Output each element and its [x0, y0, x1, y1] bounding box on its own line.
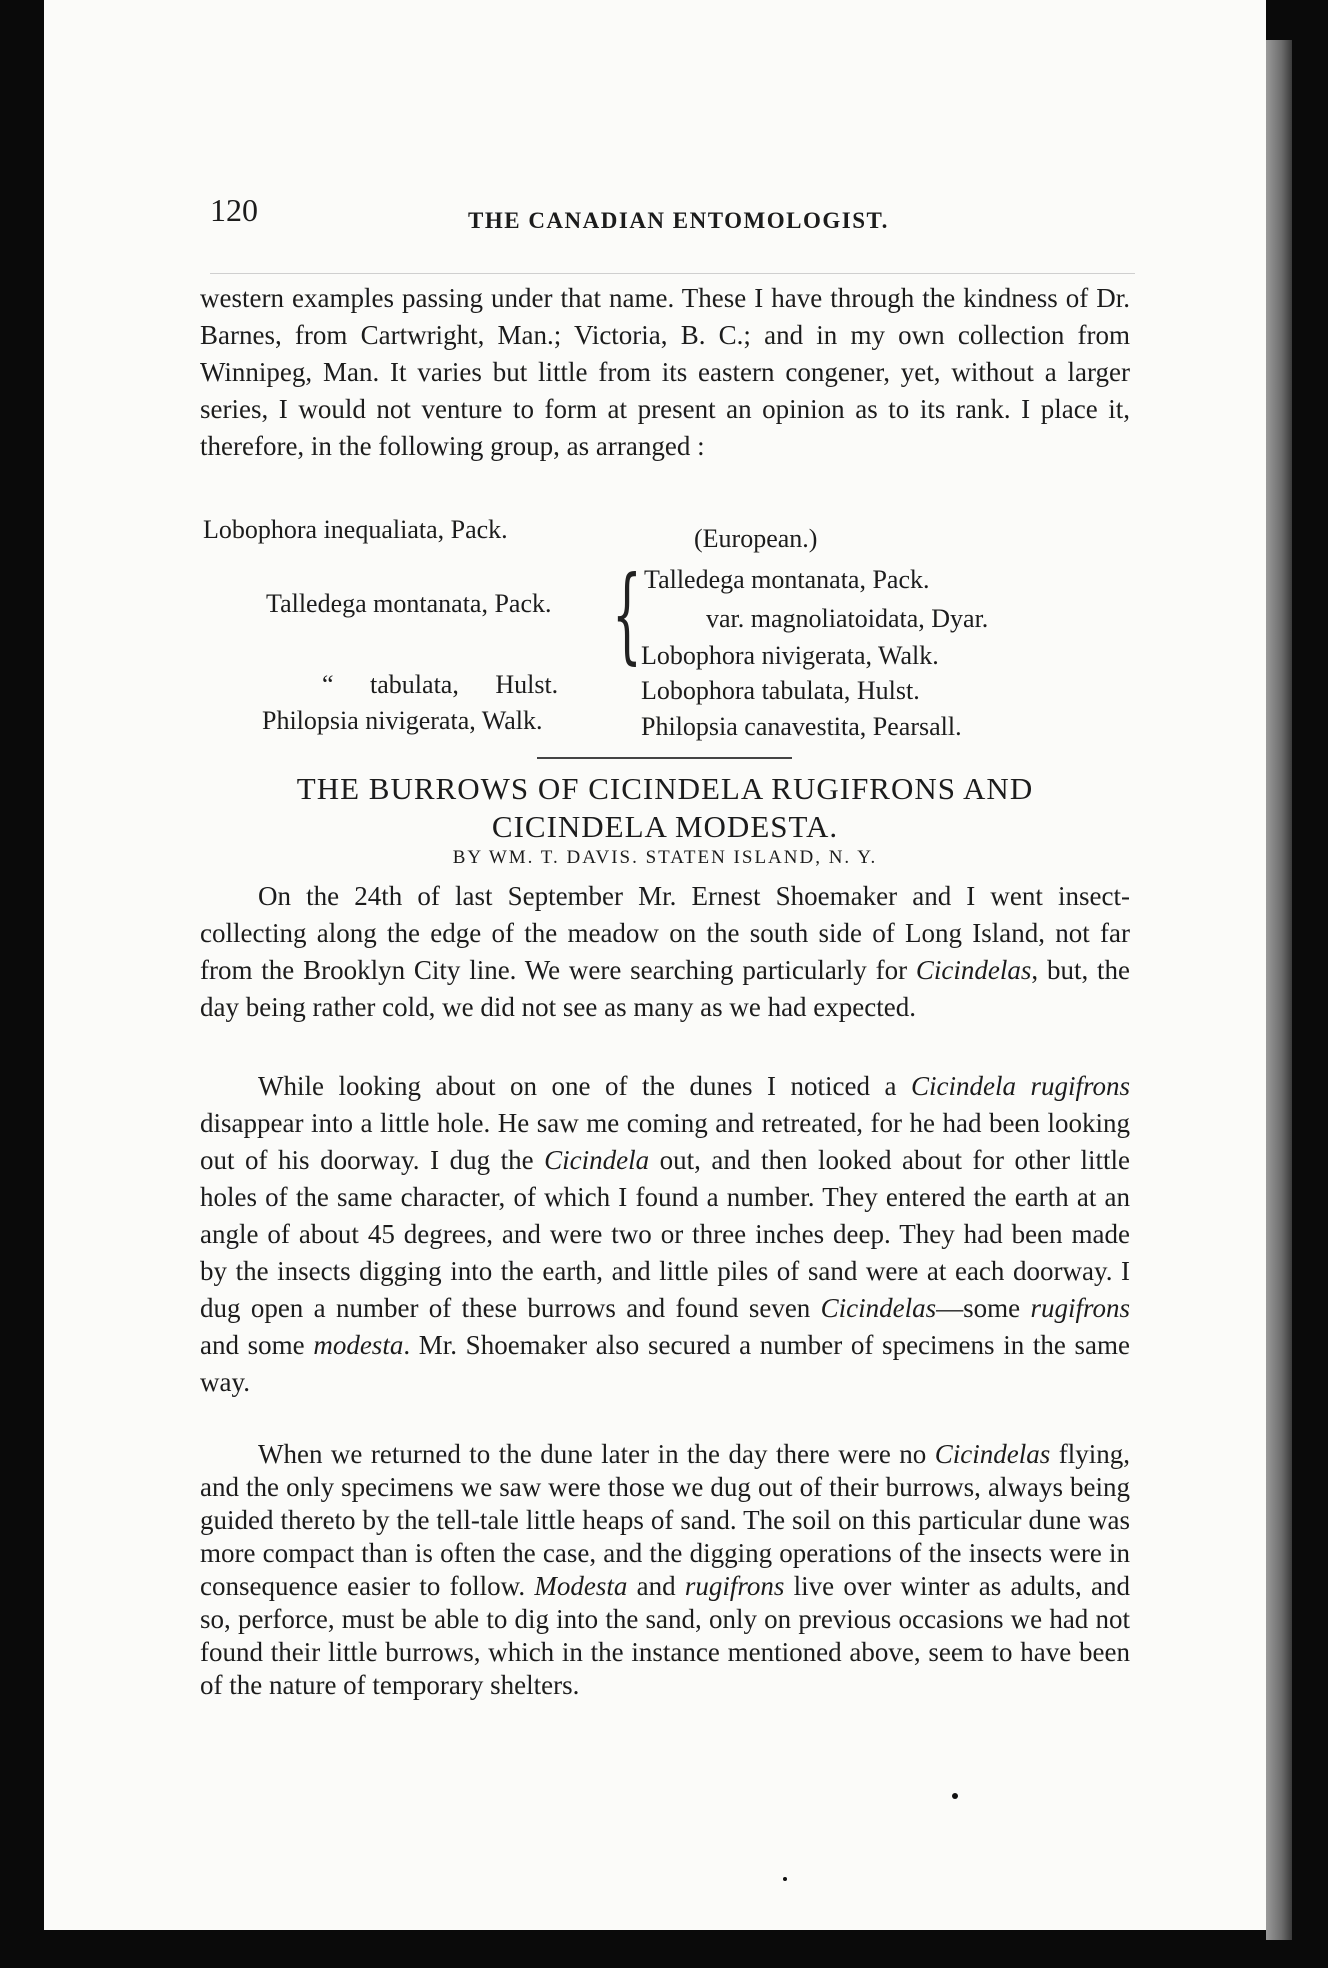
synonym-right-4: Lobophora nivigerata, Walk.	[641, 641, 939, 670]
synonym-right-6: Philopsia canavestita, Pearsall.	[641, 712, 962, 741]
italic-term: Cicindela rugifrons	[910, 1071, 1130, 1101]
article-title-line-1: THE BURROWS OF CICINDELA RUGIFRONS AND	[296, 771, 1034, 806]
text-run: On the 24th of last September Mr. Ernest Shoemaker and I went insect-collecting along the edge of the meadow on the south side of Long Island, not far from the Brooklyn City line. We were searching particularly for	[200, 881, 1130, 985]
article-byline: BY WM. T. DAVIS. STATEN ISLAND, N. Y.	[452, 847, 878, 868]
text-run: and	[627, 1571, 685, 1601]
synonym-left-4: Philopsia nivigerata, Walk.	[262, 706, 543, 735]
synonym-right-5: Lobophora tabulata, Hulst.	[641, 676, 920, 705]
synonym-right-3: var. magnoliatoidata, Dyar.	[706, 604, 989, 633]
text-run: flying, and the only specimens we saw were those we dug out of their burrows, always being guided thereto by the tell-tale little heaps of sand. The soil on this particular dune was more compact than is often the case, and the digging operations of the insects were in consequence easier to follow.	[200, 1439, 1130, 1601]
italic-term: Cicindela	[544, 1145, 650, 1175]
text-run: and some	[200, 1330, 314, 1360]
article-title-line-2: CICINDELA MODESTA.	[491, 809, 839, 844]
article-paragraph-2	[200, 1068, 1130, 1401]
ink-speck	[783, 1877, 787, 1881]
italic-term: rugifrons	[1030, 1293, 1130, 1323]
text-run: out, and then looked about for other little holes of the same character, of which I found a number. They entered the earth at an angle of about 45 degrees, and were two or three inches deep. They had been made by the insects digging into the earth, and little piles of sand were at each doorway. I dug open a number of these burrows and found seven	[200, 1145, 1130, 1323]
running-title: THE CANADIAN ENTOMOLOGIST.	[468, 208, 889, 233]
italic-term: Cicindelas	[934, 1439, 1051, 1469]
synonym-left-3: “ tabulata, Hulst.	[322, 670, 559, 699]
italic-term: rugifrons	[684, 1571, 785, 1601]
text-run: , but, the day being rather cold, we did not see as many as we had expected.	[200, 955, 1130, 1022]
ink-speck	[952, 1793, 958, 1799]
synonym-right-2: Talledega montanata, Pack.	[644, 565, 930, 594]
synonym-right-1: (European.)	[694, 524, 818, 553]
italic-term: Modesta	[534, 1571, 628, 1601]
italic-term: Cicindelas	[820, 1293, 937, 1323]
italic-term: modesta	[313, 1330, 404, 1360]
text-run: When we returned to the dune later in the day there were no	[258, 1439, 935, 1469]
text-run: While looking about on one of the dunes I noticed a	[258, 1071, 911, 1101]
text-run: . Mr. Shoemaker also secured a number of specimens in the same way.	[200, 1330, 1131, 1397]
header-rule	[210, 273, 1135, 274]
page-edge-shadow	[1266, 40, 1292, 1940]
brace-symbol: {	[612, 553, 642, 675]
page-header	[210, 192, 1135, 252]
italic-term: Cicindelas	[915, 955, 1032, 985]
synonym-left-1: Lobophora inequaliata, Pack.	[203, 515, 508, 544]
page-number: 120	[210, 192, 258, 228]
synonym-left-2: Talledega montanata, Pack.	[266, 589, 552, 618]
section-separator	[537, 757, 792, 759]
article-paragraph-1	[200, 878, 1130, 1026]
text-run: —some	[936, 1293, 1031, 1323]
article-title	[200, 770, 1130, 846]
text-run: live over winter as adults, and so, perforce, must be able to dig into the sand, only on previous occasions we had not found their little burrows, which in the instance mentioned above, seem to have been of the nature of temporary shelters.	[200, 1571, 1130, 1700]
article-paragraph-3	[200, 1438, 1130, 1702]
intro-paragraph: western examples passing under that name. These I have through the kindness of Dr. Barnes, from Cartwright, Man.; Victoria, B. C.; and in my own collection from Winnipeg, Man. It varies but little from its eastern congener, yet, without a larger series, I would not venture to form at present an opinion as to its rank. I place it, therefore, in the following group, as arranged :	[200, 283, 1130, 461]
text-run: disappear into a little hole. He saw me coming and retreated, for he had been looking out of his doorway. I dug the	[200, 1108, 1130, 1175]
